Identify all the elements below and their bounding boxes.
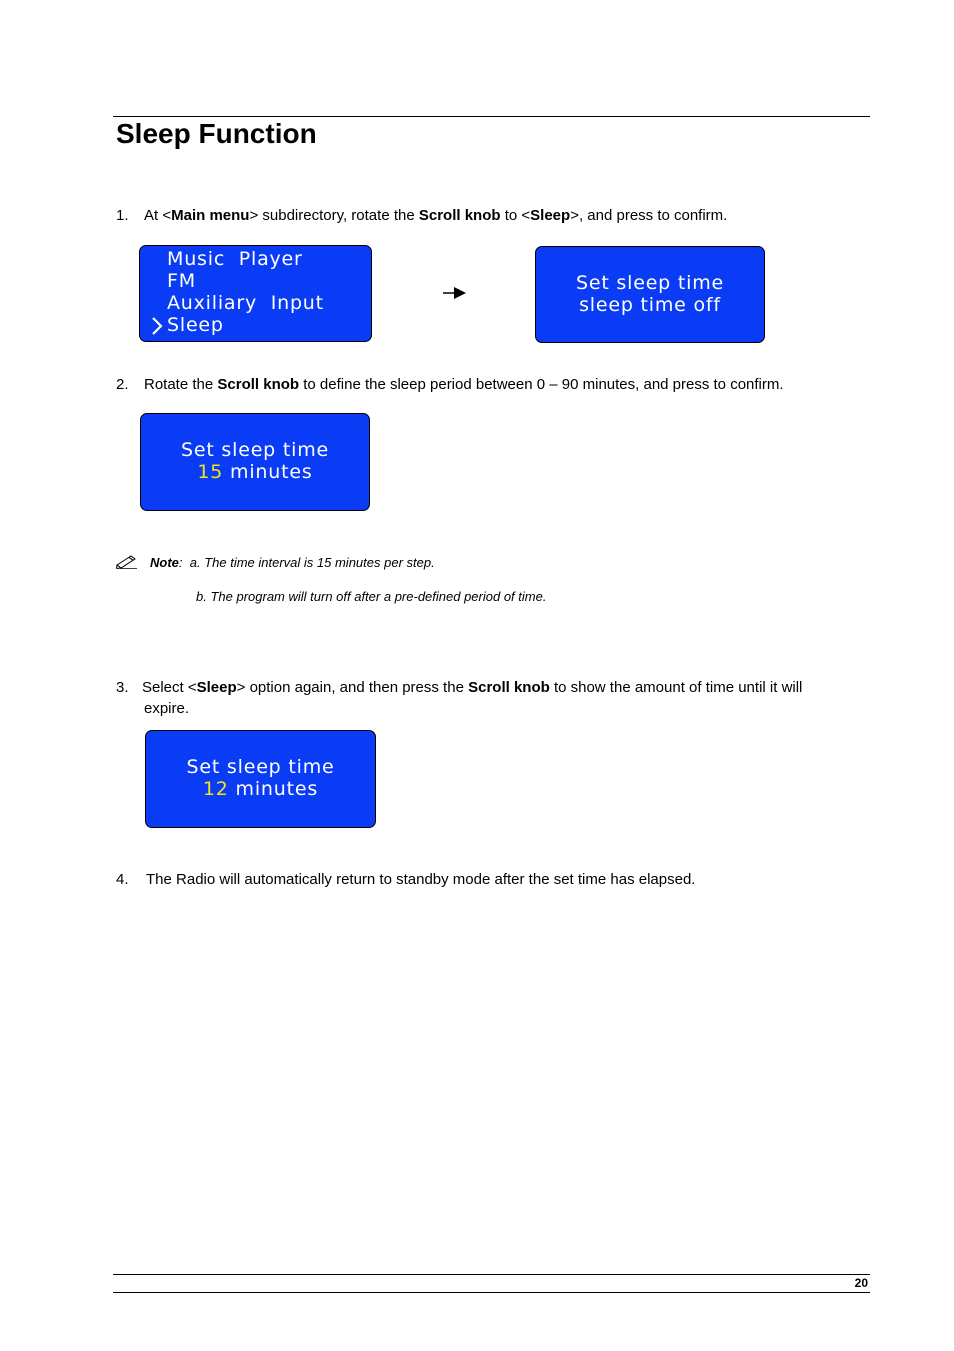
main-menu-screen — [139, 245, 372, 342]
sleep-off-screen — [535, 246, 765, 343]
note-line-b: b. The program will turn off after a pre-defined period of time. — [196, 589, 547, 604]
step-4-text — [146, 869, 695, 890]
note-colon: : — [178, 555, 183, 570]
step-1-segment: Scroll knob — [418, 207, 501, 224]
step-3-segment: to show the amount of time until it will — [549, 679, 803, 696]
step-3-segment: Scroll knob — [468, 679, 550, 696]
step-1-segment: Main menu — [171, 207, 250, 224]
page-title: Sleep Function — [116, 118, 317, 149]
footer-rule-bottom — [113, 1292, 870, 1293]
step-2-segment: Rotate the — [144, 376, 218, 393]
chevron-right-icon — [150, 316, 164, 336]
sleep-off-line2: sleep time off — [579, 294, 721, 316]
sleep-12-value: 12 — [202, 778, 229, 800]
step-1-number: 1. — [116, 207, 129, 224]
step-2-segment: to define the sleep period between 0 – 90 minutes, and press to confirm. — [299, 376, 784, 393]
sleep-off-line1: Set sleep time — [575, 272, 725, 294]
sleep-15-line1: Set sleep time — [180, 439, 330, 461]
sleep-15-screen — [140, 413, 370, 511]
step-2-text — [144, 374, 784, 395]
menu-item-auxiliary-input: Auxiliary Input — [167, 292, 324, 314]
step-1-segment: At < — [144, 207, 172, 224]
step-3-text — [142, 677, 802, 698]
note-a-text: a. The time interval is 15 minutes per step. — [189, 555, 435, 570]
footer-rule-top — [113, 1274, 870, 1275]
arrow-right-icon — [442, 284, 468, 302]
page-number: 20 — [854, 1276, 868, 1290]
step-1-segment: to < — [500, 207, 531, 224]
step-1-segment: >, and press to confirm. — [570, 207, 728, 224]
sleep-12-unit: minutes — [235, 778, 319, 800]
note-label: Note — [150, 555, 179, 570]
step-3-continuation: expire. — [144, 700, 190, 717]
sleep-15-unit: minutes — [230, 461, 313, 483]
step-2-segment: Scroll knob — [217, 376, 300, 393]
step-1-text — [144, 205, 727, 226]
menu-item-sleep: Sleep — [167, 314, 224, 336]
step-4-number: 4. — [116, 871, 129, 888]
sleep-12-line2 — [146, 778, 375, 800]
step-3-segment: > option again, and then press the — [236, 679, 469, 696]
step-3-number: 3. — [116, 679, 129, 696]
sleep-12-screen — [145, 730, 376, 828]
sleep-12-line1: Set sleep time — [186, 756, 335, 778]
step-4-segment: The Radio will automatically return to standby mode after the set time has elapsed. — [146, 871, 696, 888]
sleep-15-value: 15 — [197, 461, 224, 483]
step-2-number: 2. — [116, 376, 129, 393]
step-3-segment: Select < — [142, 679, 197, 696]
step-3-segment: Sleep — [196, 679, 237, 696]
menu-item-fm: FM — [167, 270, 196, 292]
step-1-segment: > subdirectory, rotate the — [249, 207, 419, 224]
pencil-icon — [116, 553, 138, 569]
sleep-15-line2 — [141, 461, 369, 483]
note-line-a — [150, 554, 435, 572]
step-1-segment: Sleep — [530, 207, 571, 224]
menu-item-music-player: Music Player — [167, 248, 303, 270]
